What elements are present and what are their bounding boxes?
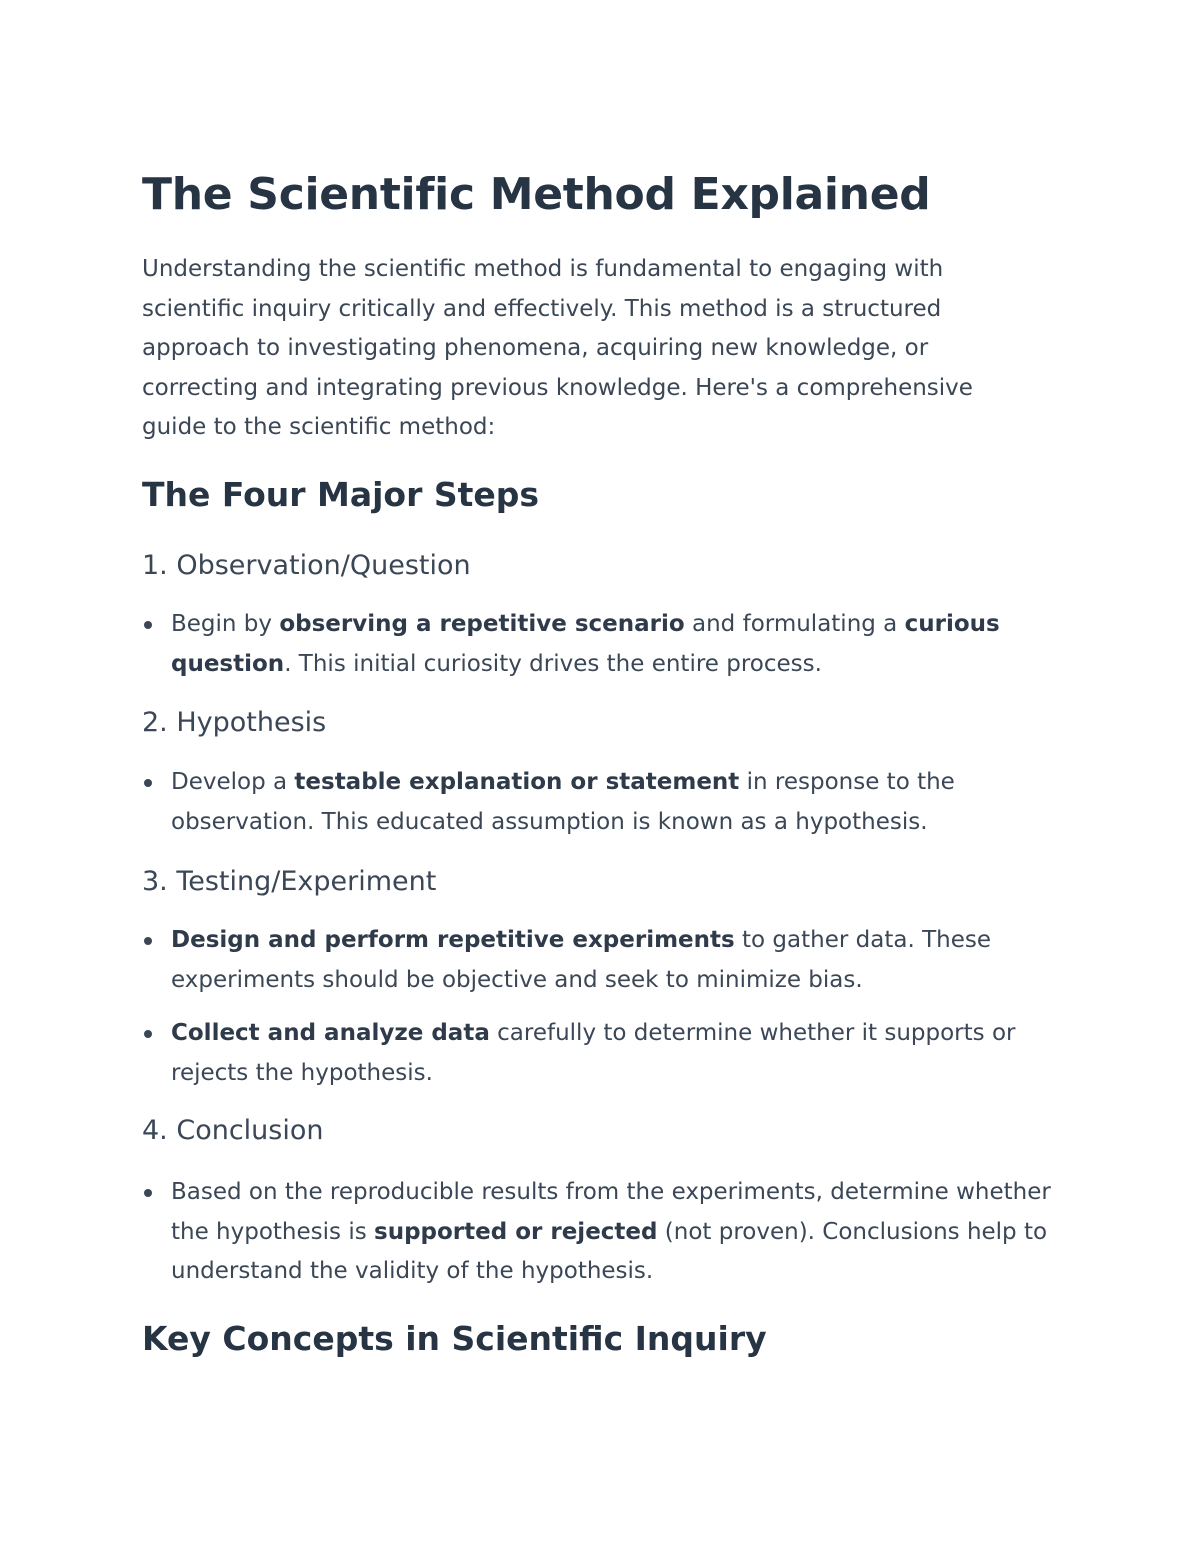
bullet-dot-icon (144, 1030, 152, 1038)
list-item: Based on the reproducible results from the experiments, determine whether the hypothesis is supported or rejected (not proven). Conclusions help to understand the validity of the hypothesis. (142, 1173, 1062, 1292)
list-item: Design and perform repetitive experiments to gather data. These experiments should be objective and seek to minimize bias. (142, 921, 1062, 1000)
section-heading-major-steps: The Four Major Steps (142, 475, 540, 514)
bullet-dot-icon (144, 779, 152, 787)
list-item: Collect and analyze data carefully to determine whether it supports or rejects the hypothesis. (142, 1014, 1062, 1093)
bullet-dot-icon (144, 937, 152, 945)
list-item: Develop a testable explanation or statement in response to the observation. This educated assumption is known as a hypothesis. (142, 763, 1062, 842)
step-heading-observation: 1. Observation/Question (142, 550, 471, 581)
list-item: Begin by observing a repetitive scenario and formulating a curious question. This initial curiosity drives the entire process. (142, 605, 1062, 684)
page-title: The Scientific Method Explained (142, 169, 931, 220)
step-heading-testing: 3. Testing/Experiment (142, 866, 437, 897)
bullet-dot-icon (144, 1189, 152, 1197)
step-heading-hypothesis: 2. Hypothesis (142, 707, 327, 738)
section-heading-key-concepts: Key Concepts in Scientific Inquiry (142, 1319, 767, 1358)
intro-paragraph: Understanding the scientific method is fundamental to engaging with scientific inquiry critically and effectively. This method is a structured approach to investigating phenomena, acquiring new knowledge, or correcting and integrating previous knowledge. Here's a comprehensive guide to the scientific method: (142, 256, 973, 440)
step-heading-conclusion: 4. Conclusion (142, 1115, 324, 1146)
bullet-dot-icon (144, 621, 152, 629)
